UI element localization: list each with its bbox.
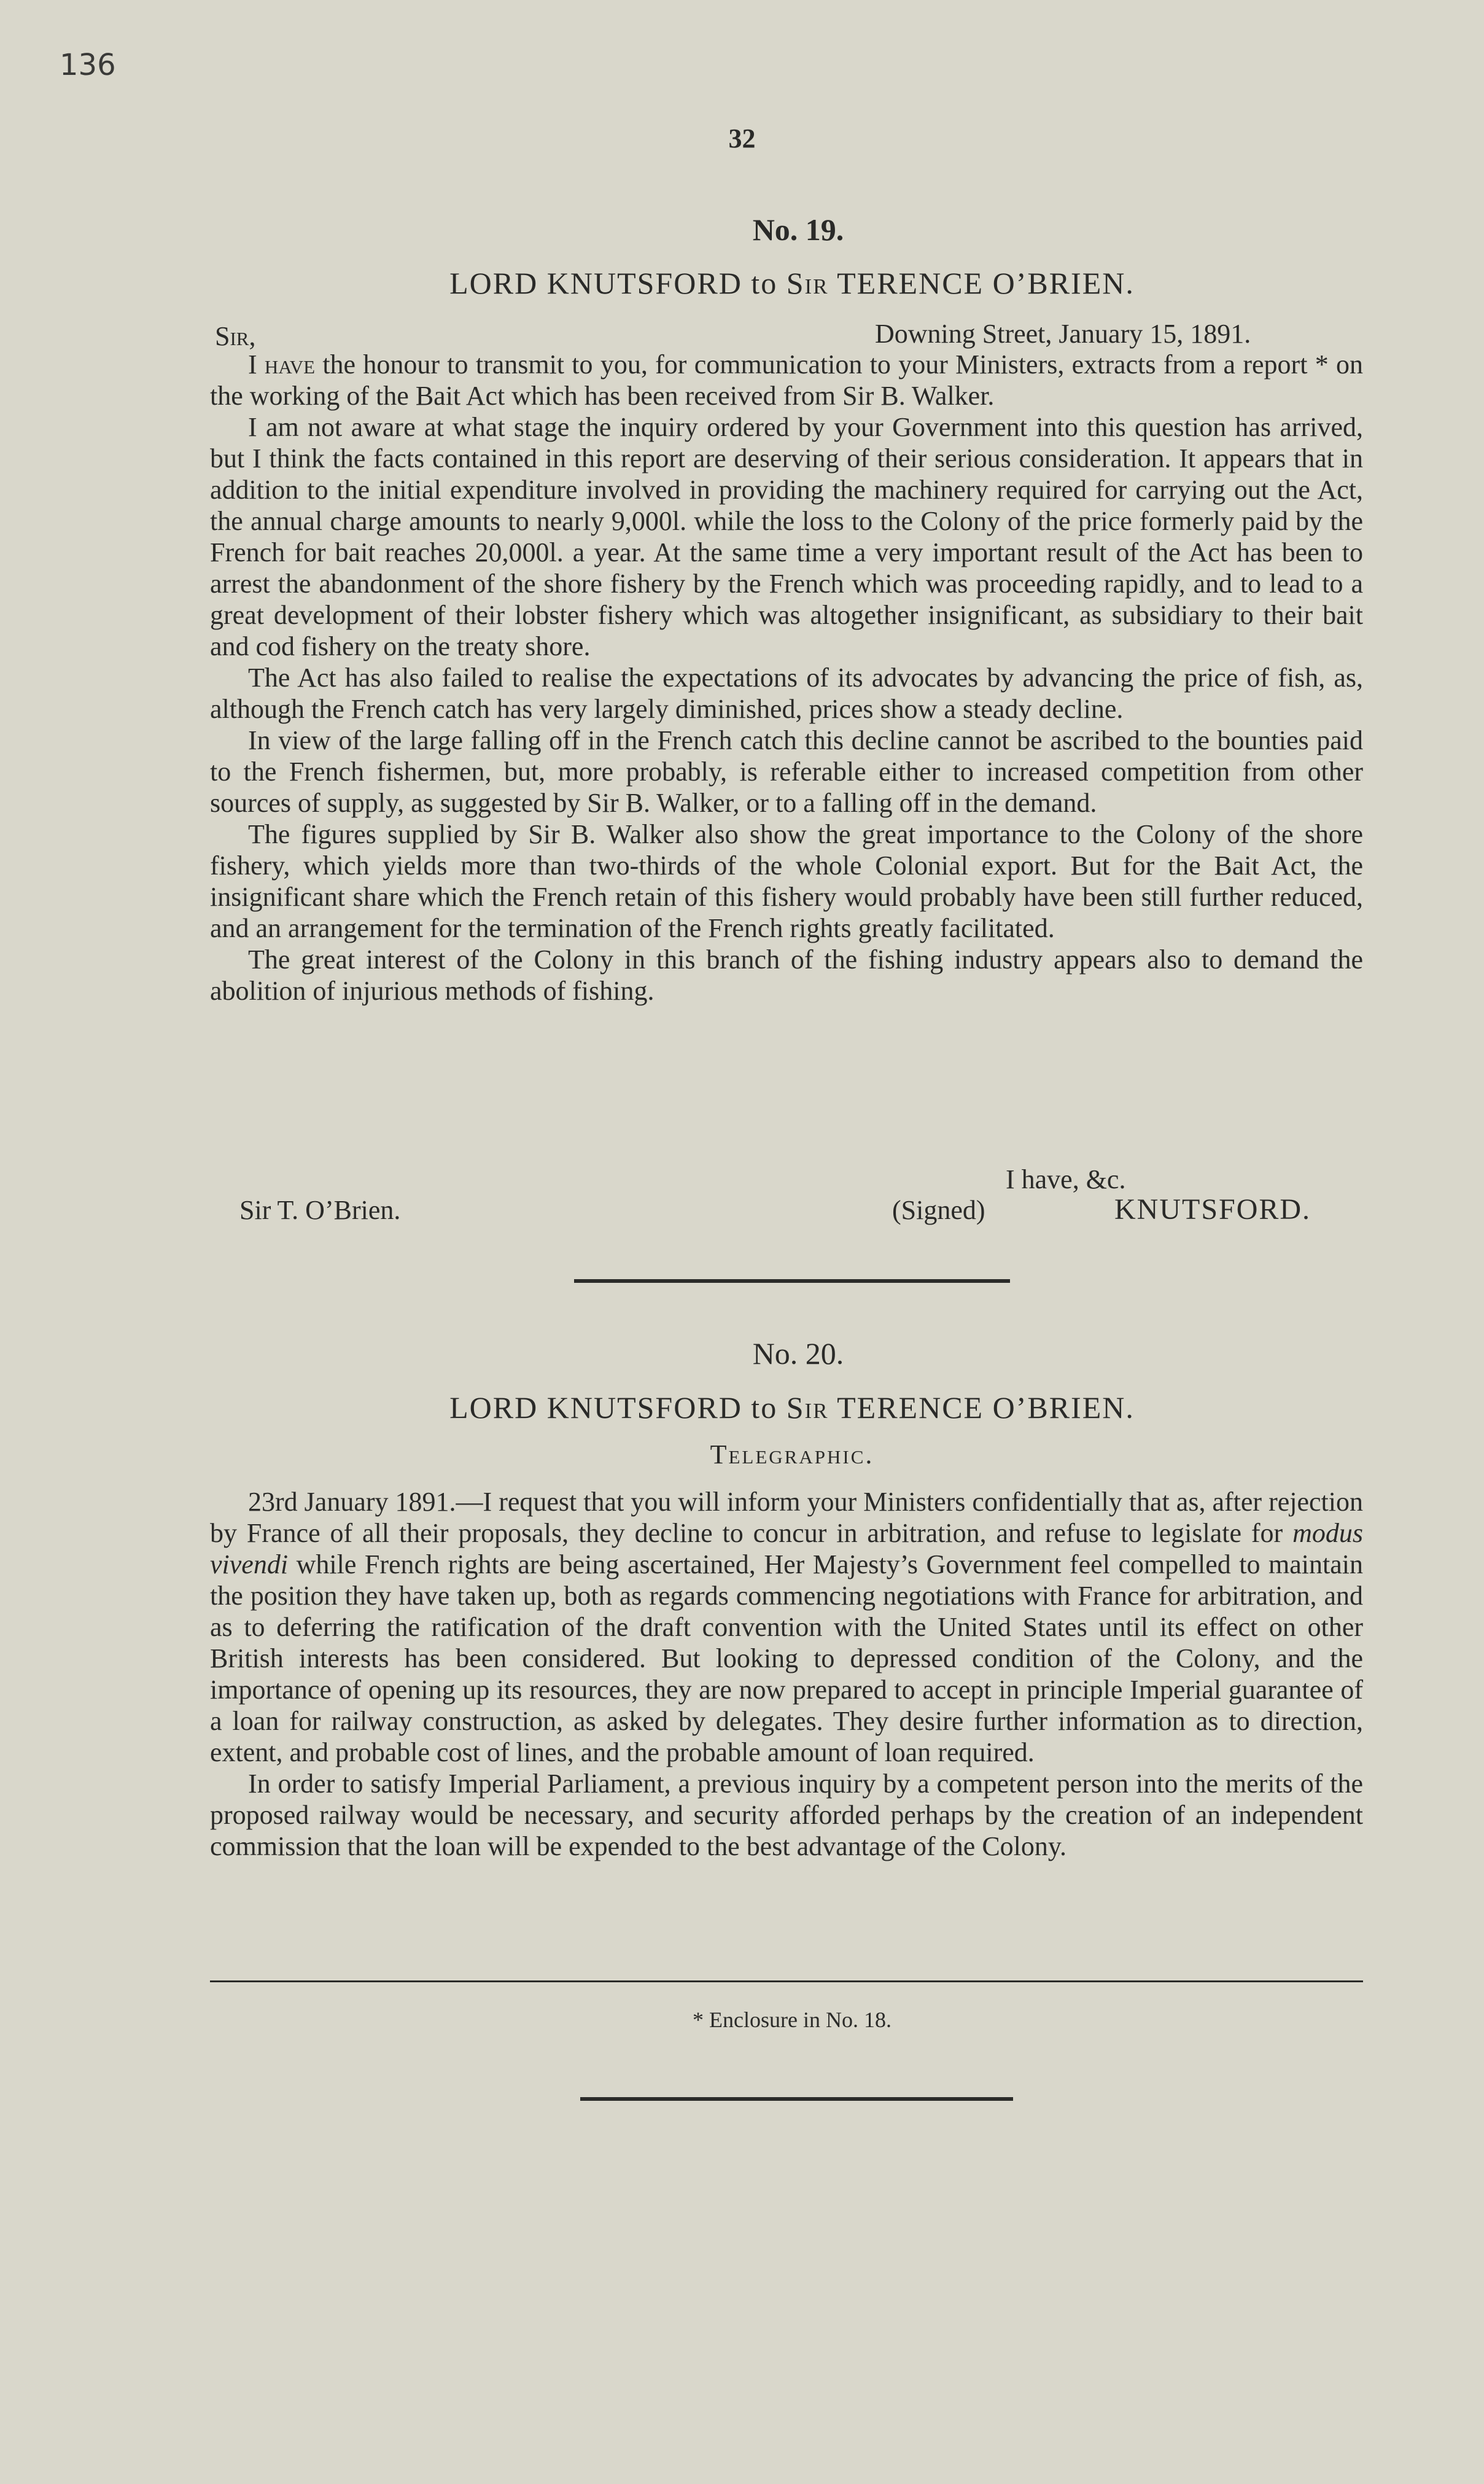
letter-19-signature: KNUTSFORD. xyxy=(1114,1193,1311,1226)
paragraph-lead: I have xyxy=(248,349,316,380)
letter-19-signed: (Signed) xyxy=(892,1195,985,1225)
paragraph: The great interest of the Colony in this branch of the fishing industry appears also to demand the abolition of injurious methods of fishing. xyxy=(210,944,1363,1006)
letter-19-body xyxy=(210,349,1363,1006)
footnote: * Enclosure in No. 18. xyxy=(693,2007,892,2032)
paragraph-text: 23rd January 1891.—I request that you will inform your Ministers confidentially that as, after rejection by France of all their proposals, they decline to concur in arbitration, and refuse to legislate for xyxy=(210,1487,1363,1548)
letter-19-number: No. 19. xyxy=(752,212,844,247)
letter-20-body xyxy=(210,1486,1363,1862)
letter-19-heading xyxy=(0,265,1484,301)
paragraph-italic: modus vivendi xyxy=(210,1518,1363,1579)
letter-19-salutation: Sir, xyxy=(215,321,256,351)
heading-text: TERENCE O’BRIEN. xyxy=(828,266,1135,300)
paragraph: The figures supplied by Sir B. Walker also show the great importance to the Colony of the shore fishery, which yields more than two-thirds of the whole Colonial export. But for the Bait Act, the insignificant share which the French retain of this fishery would probably have been still further reduced, and an arrangement for the termination of the French rights greatly facilitated. xyxy=(210,819,1363,943)
letter-19-dateline: Downing Street, January 15, 1891. xyxy=(875,319,1251,349)
heading-text: LORD KNUTSFORD to xyxy=(449,266,787,300)
paragraph: The Act has also failed to realise the expectations of its advocates by advancing the price of fish, as, although the French catch has very largely diminished, prices show a steady decline. xyxy=(210,663,1363,724)
letter-20-number: No. 20. xyxy=(752,1336,844,1371)
letter-20-heading xyxy=(0,1390,1484,1425)
heading-sir: Sir xyxy=(786,1390,829,1425)
corner-page-number: 136 xyxy=(60,48,116,82)
heading-text: TERENCE O’BRIEN. xyxy=(828,1390,1135,1425)
paragraph: In view of the large falling off in the French catch this decline cannot be ascribed to the bounties paid to the French fishermen, but, more probably, is referable either to increased competition from other sources of supply, as suggested by Sir B. Walker, or to a falling off in the demand. xyxy=(210,725,1363,818)
paragraph xyxy=(210,1486,1363,1768)
letter-20-subheading: Telegraphic. xyxy=(710,1439,874,1470)
letter-19-closing: I have, &c. xyxy=(1006,1164,1126,1194)
heading-sir: Sir xyxy=(786,266,829,300)
section-divider xyxy=(580,2097,1013,2101)
section-divider xyxy=(574,1279,1010,1283)
paragraph: In order to satisfy Imperial Parliament, a previous inquiry by a competent person into the merits of the proposed railway would be necessary, and security afforded perhaps by the creation of an independent commission that the loan will be expended to the best advantage of the Colony. xyxy=(210,1769,1363,1861)
page-number: 32 xyxy=(728,123,756,154)
paragraph: I am not aware at what stage the inquiry ordered by your Government into this question has arrived, but I think the facts contained in this report are deserving of their serious consideration. It appears that in addition to the initial expenditure involved in providing the machinery required for carrying out the Act, the annual charge amounts to nearly 9,000l. while the loss to the Colony of the price formerly paid by the French for bait reaches 20,000l. a year. At the same time a very important result of the Act has been to arrest the abandonment of the shore fishery by the French which was proceeding rapidly, and to lead to a great development of their lobster fishery which was altogether insignificant, as subsidiary to their bait and cod fishery on the treaty shore. xyxy=(210,412,1363,661)
paragraph-text: while French rights are being ascertained, Her Majesty’s Government feel compelled to maintain the position they have taken up, both as regards commencing negotiations with France for arbitration, and as to deferring the ratification of the draft convention with the United States until its effect on other British interests has been considered. But looking to depressed condition of the Colony, and the importance of opening up its resources, they are now prepared to accept in principle Imperial guarantee of a loan for railway construction, as asked by delegates. They desire further information as to direction, extent, and probable cost of lines, and the probable amount of loan required. xyxy=(210,1549,1363,1767)
letter-19-addressee: Sir T. O’Brien. xyxy=(239,1195,401,1225)
heading-text: LORD KNUTSFORD to xyxy=(449,1390,787,1425)
paragraph xyxy=(210,349,1363,411)
paragraph-text: the honour to transmit to you, for communication to your Ministers, extracts from a report * on the working of the Bait Act which has been received from Sir B. Walker. xyxy=(210,349,1363,411)
footnote-rule xyxy=(210,1980,1363,1982)
